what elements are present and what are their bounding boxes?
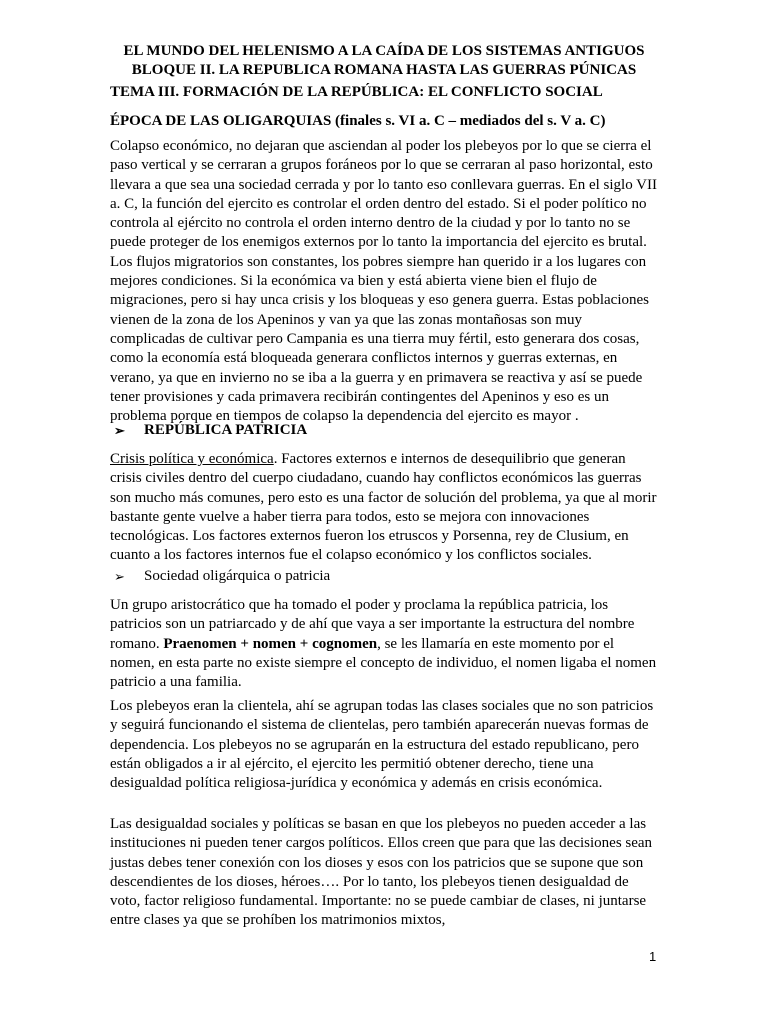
header-line-2: BLOQUE II. LA REPUBLICA ROMANA HASTA LAS GUERRAS PÚNICAS bbox=[131, 62, 637, 78]
paragraph-4: Los plebeyos eran la clientela, ahí se agrupan todas las clases sociales que no son patricios y seguirá funcionando el sistema de clientelas, pero también aparecerán nuevas formas de dependencia. Los plebeyos no se agruparán en la estructura del estado republicano, pero están obligados a ir al ejército, el ejercito les permitió obtener derecho, tiene una desigualdad política religiosa-jurídica y económica y además en crisis económica. bbox=[110, 698, 654, 792]
section-title: Sociedad oligárquica o patricia bbox=[144, 568, 331, 584]
paragraph-3 bbox=[110, 596, 658, 692]
header-line-1: EL MUNDO DEL HELENISMO A LA CAÍDA DE LOS SISTEMAS ANTIGUOS bbox=[123, 43, 645, 59]
paragraph-3-bold: Praenomen + nomen + cognomen bbox=[163, 635, 378, 652]
epoca-heading-text: ÉPOCA DE LAS OLIGARQUIAS (finales s. VI a. C – mediados del s. V a. C) bbox=[110, 113, 606, 129]
page-number: 1 bbox=[649, 949, 657, 964]
paragraph-1: Colapso económico, no dejaran que asciendan al poder los plebeyos por lo que se cierra el paso vertical y se cerraran a grupos foráneos por lo que se cerraran al paso horizontal, esto llevara a que sea una sociedad cerrada y por lo tanto eso conllevara guerras. En el siglo VII a. C, la función del ejercito es controlar el orden dentro del estado. Si el poder político no controla al ejército no controla el orden interno dentro de la ciudad y por lo tanto no se puede proteger de los enemigos externos por lo tanto la importancia del ejercito es brutal. Los flujos migratorios son constantes, los pobres siempre han querido ir a los lugares con mejores condiciones. Si la económica va bien y está abierta viene bien el flujo de migraciones, pero si hay unca crisis y los bloqueas y eso genera guerra. Estas poblaciones vienen de la zona de los Apeninos y van ya que las zonas montañosas son muy complicadas de cultivar pero Campania es una tierra muy fértil, esto generara dos cosas, como la economía está bloqueada generara conflictos internos y guerras externas, en verano, ya que en invierno no se iba a la guerra y en primavera se reactiva y así se puede tener provisiones y cada primavera recibirán contingentes del Apeninos y eso es un problema porque en tiempos de colapso la dependencia del ejercito es mayor . bbox=[110, 138, 657, 425]
epoca-heading bbox=[110, 113, 606, 130]
section-republica-patricia bbox=[114, 422, 307, 439]
paragraph-5: Las desigualdad sociales y políticas se basan en que los plebeyos no pueden acceder a las instituciones ni pueden tener cargos políticos. Ellos creen que para que las decisiones sean justas debes tener conexión con los dioses y esos con los patricios que se supone que son descendientes de los dioses, héroes…. Por lo tanto, los plebeyos tienen desigualdad de voto, factor religioso fundamental. Importante: no se puede cambiar de clases, ni juntarse entre clases ya que se prohíben los matrimonios mixtos, bbox=[110, 816, 653, 929]
arrow-bullet-icon: ➢ bbox=[114, 422, 125, 438]
header-title bbox=[100, 42, 668, 80]
paragraph-2 bbox=[110, 450, 658, 566]
section-sociedad-oligarquica bbox=[114, 568, 330, 585]
arrow-bullet-icon: ➢ bbox=[114, 568, 125, 584]
underlined-phrase: Crisis política y económica bbox=[110, 451, 274, 467]
paragraph-3-after: , se les llamaría en este momento por el nomen, en esta parte no existe siempre el concepto de individuo, el nomen ligaba el nomen patricio a una familia. bbox=[110, 635, 657, 691]
tema-heading: TEMA III. FORMACIÓN DE LA REPÚBLICA: EL CONFLICTO SOCIAL bbox=[110, 84, 603, 100]
paragraph-2-text: . Factores externos e internos de desequilibrio que generan crisis civiles dentro del cuerpo ciudadano, cuando hay conflictos económicos las guerras son mucho más comunes, pero esto es una factor de solución del problema, ya que al morir bastante gente vuelve a haber tierra para todos, esto se mejora con innovaciones tecnológicas. Los factores externos fueron los etruscos y Porsenna, rey de Clusium, en cuanto a los factores internos fue el colapso económico y los conflictos sociales. bbox=[110, 451, 657, 564]
section-title: REPÚBLICA PATRICIA bbox=[144, 422, 308, 438]
paragraph-3-before: Un grupo aristocrático que ha tomado el poder y proclama la república patricia, los patricios son un patriarcado y de ahí que vaya a ser importante la estructura del nombre romano. bbox=[110, 597, 635, 652]
